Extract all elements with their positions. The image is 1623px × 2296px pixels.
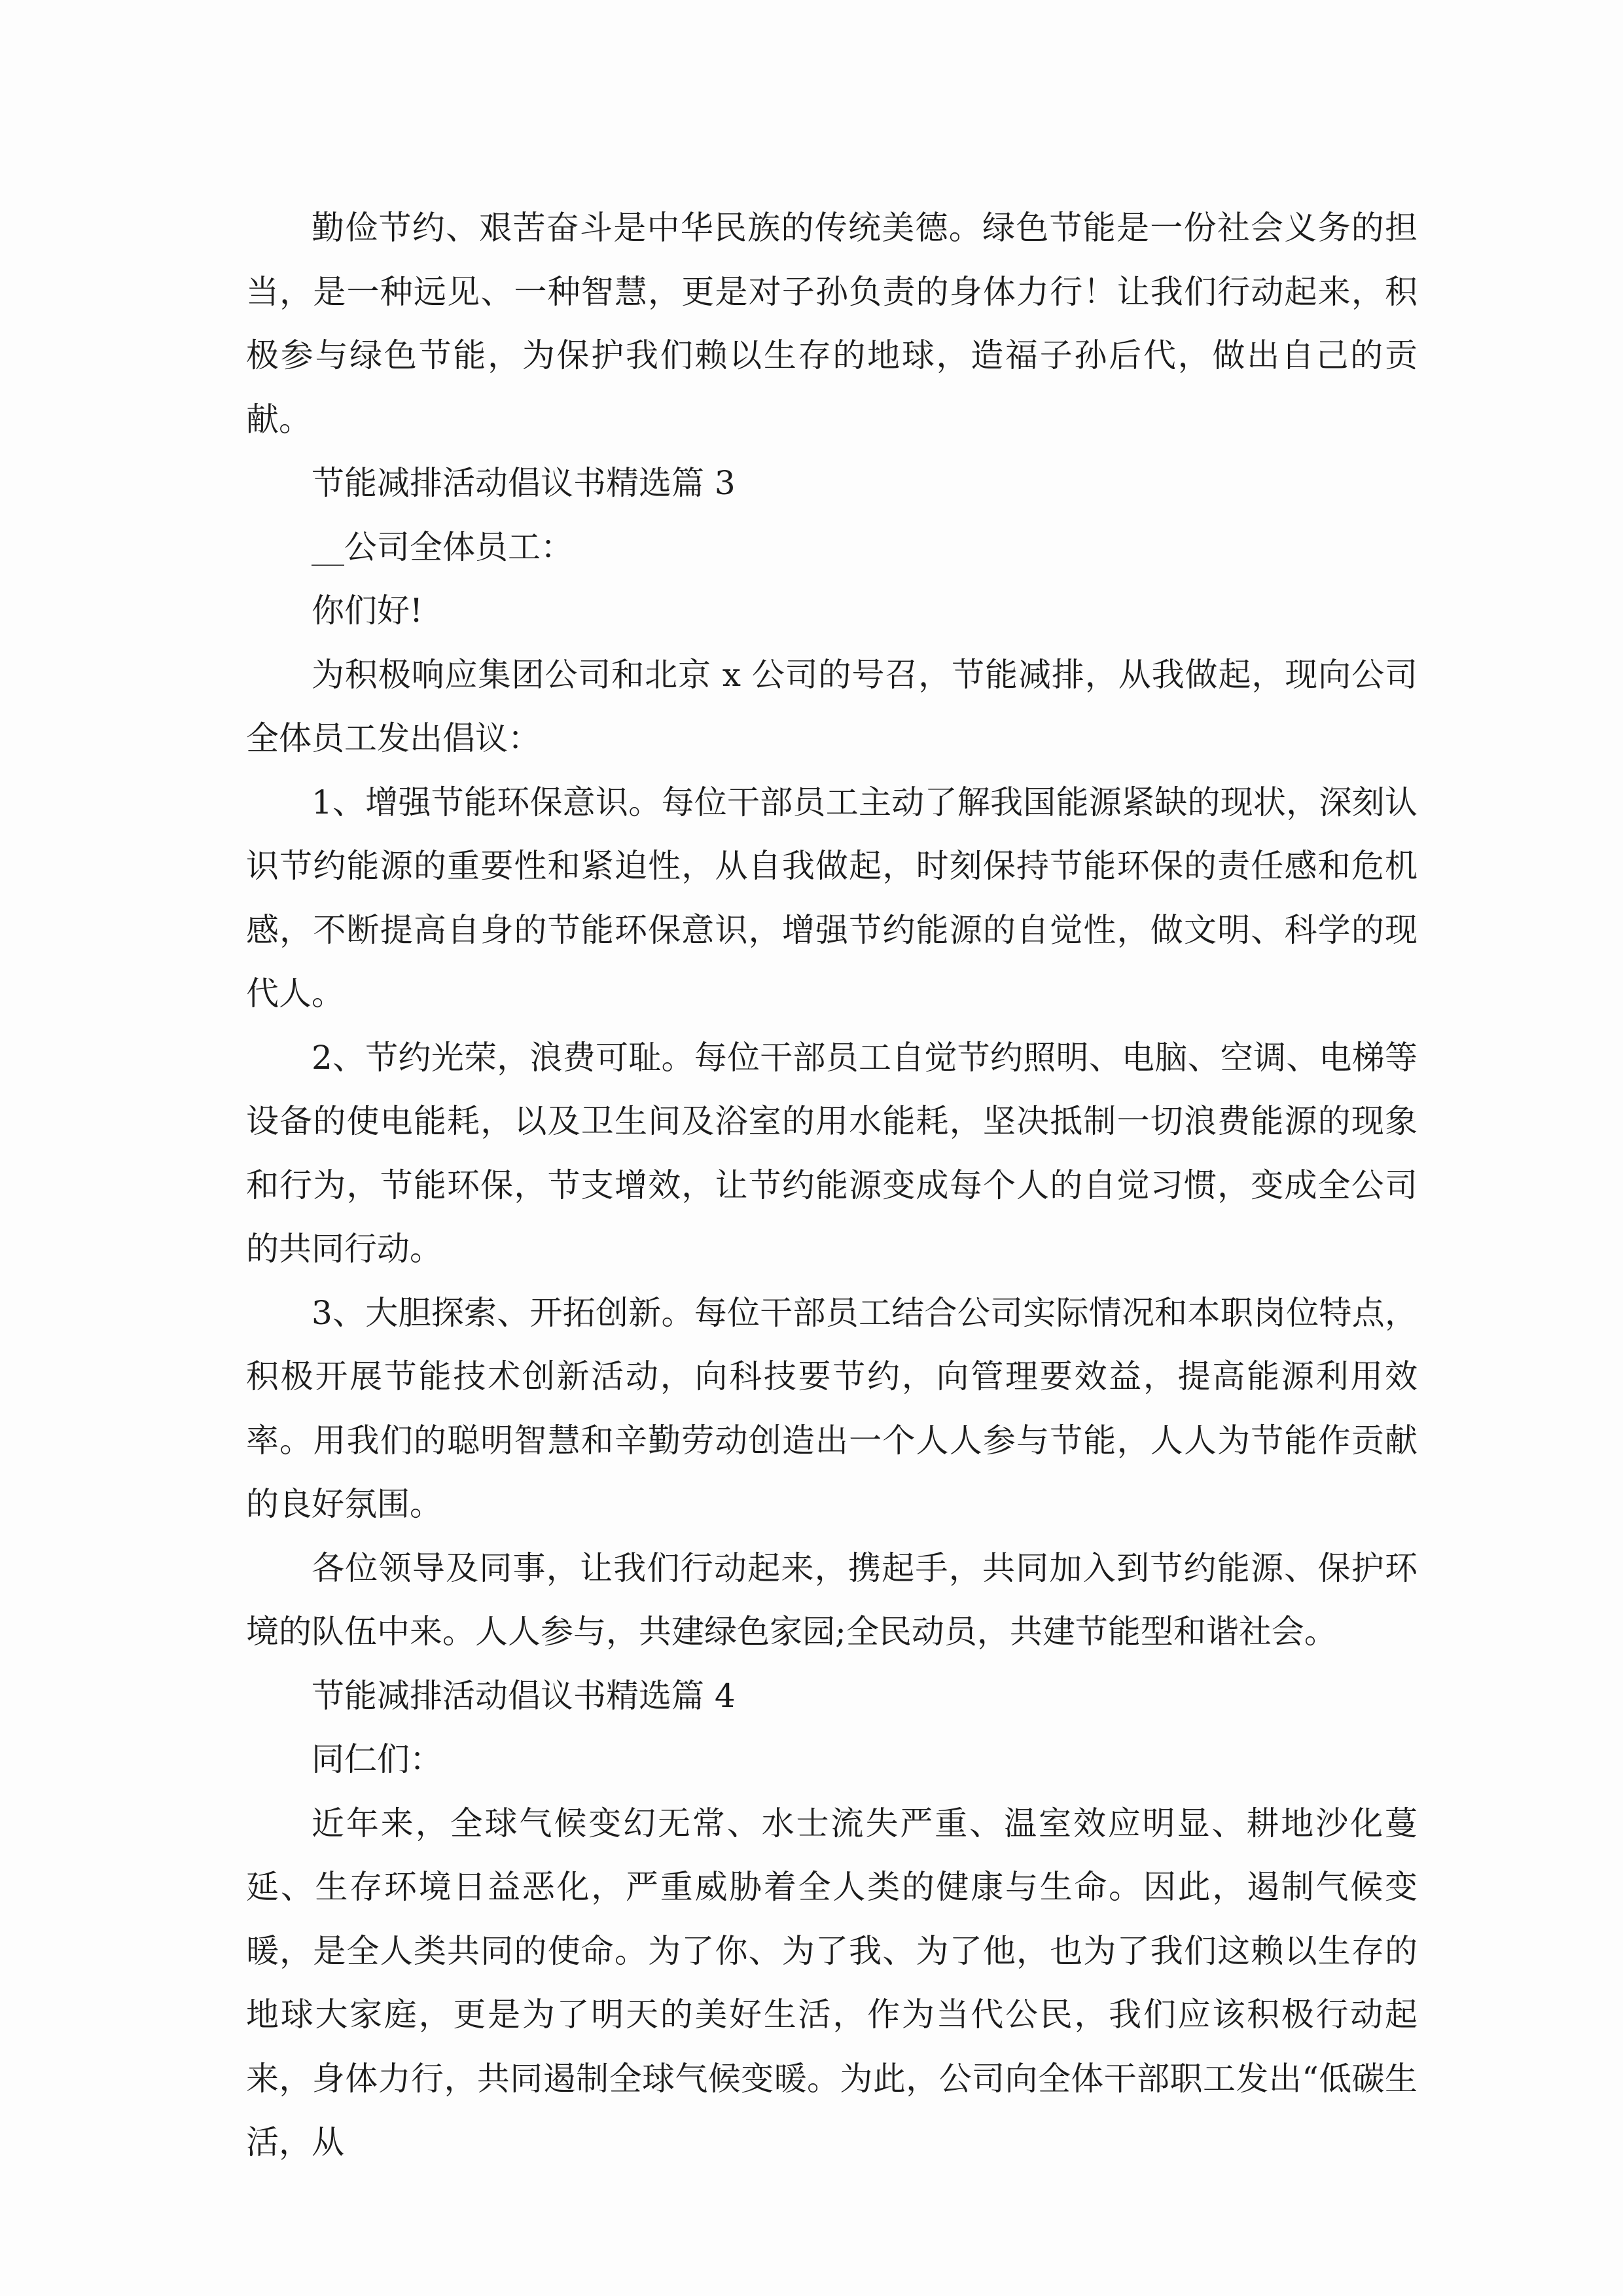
document-body: [246, 196, 1418, 2175]
paragraph-item-3: 3、大胆探索、开拓创新。每位干部员工结合公司实际情况和本职岗位特点，积极开展节能技术创新活动，向科技要节约，向管理要效益，提高能源利用效率。用我们的聪明智慧和辛勤劳动创造出一个人人参与节能，人人为节能作贡献的良好氛围。: [246, 1293, 1418, 1523]
paragraph-call: 为积极响应集团公司和北京 x 公司的号召，节能减排，从我做起，现向公司全体员工发出倡议：: [246, 655, 1418, 757]
salutation-colleagues: 同仁们：: [312, 1740, 442, 1778]
paragraph-item-2: 2、节约光荣，浪费可耻。每位干部员工自觉节约照明、电脑、空调、电梯等设备的使电能耗，以及卫生间及浴室的用水能耗，坚决抵制一切浪费能源的现象和行为，节能环保，节支增效，让节约能源变成每个人的自觉习惯，变成全公司的共同行动。: [246, 1038, 1418, 1268]
paragraph-climate: 近年来，全球气候变幻无常、水士流失严重、温室效应明显、耕地沙化蔓延、生存环境日益恶化，严重威胁着全人类的健康与生命。因此，遏制气候变暖，是全人类共同的使命。为了你、为了我、为了他，也为了我们这赖以生存的地球大家庭，更是为了明天的美好生活，作为当代公民，我们应该积极行动起来，身体力行，共同遏制全球气候变暖。为此，公司向全体干部职工发出“低碳生活，从: [246, 1804, 1418, 2161]
paragraph-item-1: 1、增强节能环保意识。每位干部员工主动了解我国能源紧缺的现状，深刻认识节约能源的重要性和紧迫性，从自我做起，时刻保持节能环保的责任感和危机感，不断提高自身的节能环保意识，增强节约能源的自觉性，做文明、科学的现代人。: [246, 783, 1418, 1013]
salutation-staff: __公司全体员工：: [312, 528, 573, 566]
section-heading-3: 节能减排活动倡议书精选篇 3: [312, 464, 736, 502]
section-heading-4: 节能减排活动倡议书精选篇 4: [312, 1676, 736, 1715]
paragraph-closing: 各位领导及同事，让我们行动起来，携起手，共同加入到节约能源、保护环境的队伍中来。人人参与，共建绿色家园;全民动员，共建节能型和谐社会。: [246, 1549, 1418, 1651]
paragraph-intro: 勤俭节约、艰苦奋斗是中华民族的传统美德。绿色节能是一份社会义务的担当，是一种远见、一种智慧，更是对子孙负责的身体力行！让我们行动起来，积极参与绿色节能，为保护我们赖以生存的地球，造福子孙后代，做出自己的贡献。: [246, 209, 1418, 439]
greeting: 你们好!: [312, 592, 423, 630]
